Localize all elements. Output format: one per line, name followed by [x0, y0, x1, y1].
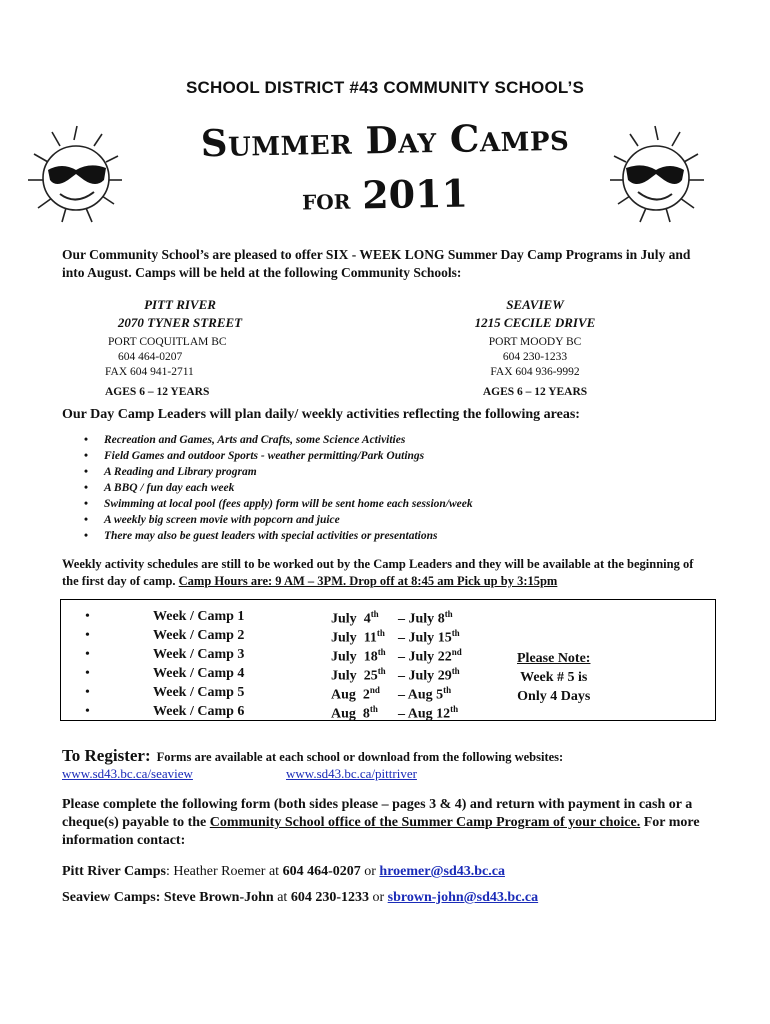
week-label: Week / Camp 6 — [153, 704, 245, 719]
pittriver-website-link[interactable]: www.sd43.bc.ca/pittriver — [286, 766, 417, 781]
location-city: PORT COQUITLAM BC — [108, 336, 227, 348]
start-month: Aug — [331, 687, 356, 703]
end-month: Aug — [407, 687, 433, 703]
week-start-date — [331, 647, 386, 666]
location-fax: FAX 604 941-2711 — [105, 366, 194, 378]
list-item: • Swimming at local pool (fees apply) form will be sent home each session/week — [62, 496, 473, 512]
list-item: • Recreation and Games, Arts and Crafts, some Science Activities — [62, 432, 473, 448]
week-start-date — [331, 666, 386, 685]
district-header: SCHOOL DISTRICT #43 COMMUNITY SCHOOL’S — [185, 78, 585, 97]
bullet-icon: • — [85, 628, 90, 643]
start-day: 4 — [363, 611, 371, 627]
location-phone: 604 464-0207 — [118, 351, 183, 363]
location-street: 2070 TYNER STREET — [117, 315, 243, 330]
note-line: Week # 5 is — [520, 670, 588, 685]
register-heading: To Register: — [62, 746, 151, 765]
end-suffix: th — [451, 628, 460, 638]
end-day: 5 — [436, 687, 444, 703]
complete-form-paragraph — [62, 796, 712, 850]
start-suffix: th — [369, 704, 378, 714]
location-name: PITT RIVER — [144, 297, 216, 312]
start-suffix: th — [376, 628, 385, 638]
week-start-date — [331, 704, 378, 723]
week-end-date: – July 22nd — [398, 647, 462, 665]
end-suffix: th — [444, 609, 453, 619]
contact-or: or — [372, 890, 385, 905]
list-item: • There may also be guest leaders with special activities or presentations — [62, 528, 473, 544]
complete-text-end: For more information contact: — [62, 815, 700, 848]
end-month: July — [408, 630, 435, 646]
week-label: Week / Camp 2 — [153, 628, 245, 643]
week-label: Week / Camp 4 — [153, 666, 245, 681]
week-end-date: – July 29th — [398, 666, 460, 684]
week-end-date: – Aug 12th — [398, 704, 459, 722]
note-title: Please Note: — [517, 651, 591, 666]
end-day: 12 — [436, 706, 451, 722]
register-text: Forms are available at each school or download from the following websites: — [156, 750, 564, 764]
bullet-icon: • — [85, 704, 90, 719]
email-link[interactable]: sbrown-john@sd43.bc.ca — [387, 890, 539, 905]
page-title: Summer Day Camps — [200, 114, 570, 166]
start-day: 11 — [363, 630, 377, 646]
contact-phone: 604 230-1233 — [287, 890, 373, 905]
week-label: Week / Camp 3 — [153, 647, 245, 662]
note-line: Only 4 Days — [517, 689, 591, 704]
start-day: 2 — [362, 687, 370, 703]
start-day: 8 — [362, 706, 370, 722]
location-ages: AGES 6 – 12 YEARS — [482, 386, 588, 398]
location-pitt-river — [100, 296, 260, 398]
contact-seaview — [62, 890, 538, 906]
camp-hours: Camp Hours are: 9 AM – 3PM. Drop off at 8:45 am Pick up by 3:15pm — [178, 574, 558, 588]
week-start-date — [331, 685, 380, 704]
location-city: PORT MOODY BC — [488, 336, 582, 348]
email-link[interactable]: hroemer@sd43.bc.ca — [379, 864, 505, 879]
end-day: 29 — [437, 668, 452, 684]
end-suffix: th — [450, 704, 459, 714]
register-section — [62, 746, 563, 766]
start-suffix: nd — [369, 685, 380, 695]
location-street: 1215 CECILE DRIVE — [474, 315, 596, 330]
complete-underlined: Community School office of the Summer Camp Program of your choice. — [209, 815, 641, 830]
week-end-date: – July 15th — [398, 628, 460, 646]
week-start-date — [331, 628, 385, 647]
list-item: • A BBQ / fun day each week — [62, 480, 473, 496]
contact-phone: 604 464-0207 — [279, 864, 365, 879]
contact-sep: : Steve Brown-John — [155, 890, 278, 905]
start-day: 25 — [363, 668, 378, 684]
location-seaview — [455, 296, 615, 398]
title-for: for — [301, 182, 351, 217]
bullet-icon: • — [85, 685, 90, 700]
week-label: Week / Camp 5 — [153, 685, 245, 700]
title-year: 2011 — [361, 170, 469, 218]
week-start-date — [331, 609, 379, 628]
week-label: Week / Camp 1 — [153, 609, 245, 624]
location-name: SEAVIEW — [506, 297, 564, 312]
bullet-icon: • — [85, 666, 90, 681]
end-month: Aug — [407, 706, 433, 722]
contact-at: at — [268, 864, 280, 879]
week-end-date: – July 8th — [398, 609, 453, 627]
contact-or: or — [364, 864, 376, 879]
activities-list — [62, 432, 473, 544]
start-month: July — [331, 649, 357, 665]
contact-sep: : Heather Roemer — [165, 864, 269, 879]
week-end-date: – Aug 5th — [398, 685, 452, 703]
end-day: 8 — [437, 611, 445, 627]
start-suffix: th — [370, 609, 379, 619]
contact-camp: Pitt River Camps — [62, 864, 166, 879]
list-item: • Field Games and outdoor Sports - weather permitting/Park Outings — [62, 448, 473, 464]
list-item: • A weekly big screen movie with popcorn and juice — [62, 512, 473, 528]
end-day: 22 — [437, 649, 452, 665]
start-suffix: th — [377, 666, 386, 676]
start-month: Aug — [331, 706, 356, 722]
start-day: 18 — [363, 649, 378, 665]
schedule-paragraph — [62, 556, 712, 590]
start-month: July — [331, 630, 357, 646]
end-month: July — [408, 611, 435, 627]
start-suffix: th — [377, 647, 386, 657]
contact-pitt-river — [62, 864, 505, 880]
seaview-website-link[interactable]: www.sd43.bc.ca/seaview — [62, 766, 193, 781]
end-suffix: th — [451, 666, 460, 676]
location-phone: 604 230-1233 — [502, 351, 568, 363]
contact-at: at — [277, 890, 288, 905]
end-suffix: nd — [451, 647, 462, 657]
contact-camp: Seaview Camps — [62, 890, 156, 905]
list-item: • A Reading and Library program — [62, 464, 473, 480]
end-suffix: th — [443, 685, 452, 695]
bullet-icon: • — [85, 647, 90, 662]
end-month: July — [408, 649, 435, 665]
schedule-note — [517, 649, 590, 706]
intro-paragraph: Our Community School’s are pleased to offer SIX - WEEK LONG Summer Day Camp Programs in July and into August. Camps will be held at the following Community Schools: — [62, 247, 691, 280]
bullet-icon: • — [85, 609, 90, 624]
start-month: July — [331, 668, 357, 684]
complete-text: Please complete the following form (both sides please – pages 3 & 4) and return with payment in cash or a cheque(s) payable to the — [62, 797, 693, 830]
end-month: July — [408, 668, 435, 684]
location-fax: FAX 604 936-9992 — [490, 366, 580, 378]
location-ages: AGES 6 – 12 YEARS — [105, 386, 210, 398]
activities-heading: Our Day Camp Leaders will plan daily/ weekly activities reflecting the following areas: — [62, 407, 580, 422]
end-day: 15 — [437, 630, 452, 646]
schedule-text: Weekly activity schedules are still to be worked out by the Camp Leaders and they will be available at the beginning of the first day of camp. — [62, 557, 694, 588]
start-month: July — [331, 611, 357, 627]
